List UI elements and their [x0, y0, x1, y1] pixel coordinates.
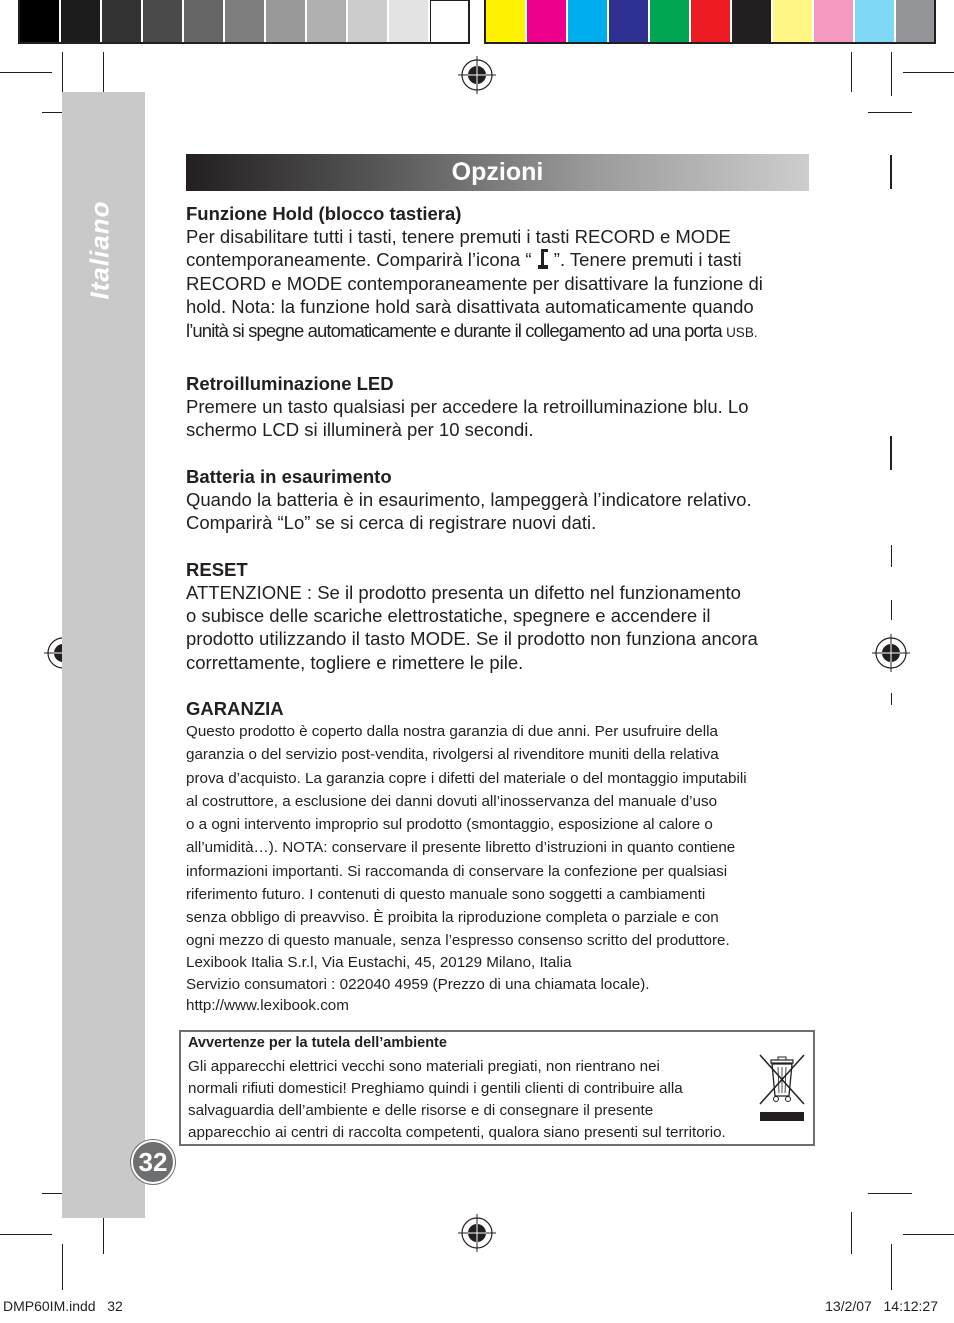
crop-mark: [62, 1244, 63, 1290]
contact-phone: Servizio consumatori : 022040 4959 (Prezzo di una chiamata locale).: [186, 975, 650, 993]
registration-mark-icon: [872, 634, 910, 672]
crop-mark: [868, 112, 912, 113]
paragraph-line: prova d’acquisto. La garanzia copre i difetti del materiale o del montaggio imputabili: [186, 769, 747, 787]
paragraph-line: prodotto utilizzando il tasto MODE. Se il prodotto non funziona ancora: [186, 628, 758, 650]
paragraph-line: all’umidità…). NOTA: conservare il presente libretto d’istruzioni in quanto contiene: [186, 839, 736, 857]
slug-file: DMP60IM.indd 32: [3, 1298, 123, 1314]
text-fragment: ”. Tenere premuti i tasti: [548, 249, 742, 271]
crop-mark: [903, 1234, 954, 1235]
title-bar: [186, 154, 809, 191]
crop-mark: [0, 1234, 52, 1235]
paragraph-line: riferimento futuro. I contenuti di questo manuale sono soggetti a cambiamenti: [186, 885, 706, 903]
paragraph-line: Premere un tasto qualsiasi per accedere la retroilluminazione blu. Lo: [186, 396, 749, 418]
paragraph-line: [186, 319, 811, 344]
slug-date: 13/2/07 14:12:27: [825, 1298, 938, 1314]
paragraph-line: Per disabilitare tutti i tasti, tenere premuti i tasti RECORD e MODE: [186, 226, 731, 247]
color-bar-frame: [18, 0, 470, 44]
environment-notice-text: [188, 1056, 798, 1144]
paragraph-line: o subisce delle scariche elettrostatiche, spegnere e accendere il: [186, 605, 711, 627]
registration-mark-icon: [458, 56, 496, 94]
contact-address: Lexibook Italia S.r.l, Via Eustachi, 45, 20129 Milano, Italia: [186, 954, 572, 972]
section-title-warranty: GARANZIA: [186, 698, 284, 720]
paragraph-line: ATTENZIONE : Se il prodotto presenta un difetto nel funzionamento: [186, 581, 741, 603]
paragraph-line: correttamente, togliere e rimettere le pile.: [186, 651, 524, 673]
crop-mark: [891, 545, 892, 567]
crop-mark: [62, 52, 63, 96]
paragraph-line: Quando la batteria è in esaurimento, lampeggerà l’indicatore relativo.: [186, 488, 752, 510]
environment-notice-title: Avvertenze per la tutela dell’ambiente: [188, 1035, 447, 1051]
color-bar-frame: [484, 0, 936, 44]
text-fragment: USB.: [726, 324, 758, 340]
crop-mark: [890, 436, 892, 470]
crop-mark: [890, 155, 892, 189]
crop-mark: [891, 600, 892, 620]
paragraph-line: Gli apparecchi elettrici vecchi sono materiali pregiati, non rientrano nei: [188, 1058, 660, 1075]
paragraph-line: schermo LCD si illuminerà per 10 secondi.: [186, 419, 534, 441]
language-label: Italiano: [84, 200, 115, 300]
registration-mark-icon: [458, 1214, 496, 1252]
crop-mark: [891, 52, 892, 96]
page-title: Opzioni: [451, 158, 544, 186]
paragraph-line: salvaguardia dell’ambiente e delle risorse e di consegnare il presente: [188, 1102, 654, 1119]
paragraph-line: al costruttore, a esclusione dei danni dovuti all’inosservanza del manuale d’uso: [186, 792, 718, 810]
paragraph-line: Comparirà “Lo” se si cerca di registrare nuovi dati.: [186, 512, 597, 534]
paragraph-line: senza obbligo di preavviso. È proibita la riproduzione completa o parziale e con: [186, 908, 719, 926]
environment-notice-box: [179, 1030, 815, 1146]
crop-mark: [868, 1193, 912, 1194]
crop-mark: [103, 1212, 104, 1254]
main-content: [186, 202, 811, 1017]
crop-mark: [903, 72, 954, 73]
paragraph-line: Questo prodotto è coperto dalla nostra garanzia di due anni. Per usufruire della: [186, 723, 718, 741]
paragraph-line: hold. Nota: la funzione hold sarà disattivata automaticamente quando: [186, 296, 754, 318]
page-number: 32: [131, 1140, 175, 1184]
paragraph-line: RECORD e MODE contemporaneamente per disattivare la funzione di: [186, 272, 763, 294]
crossed-out-bin-icon: [757, 1052, 807, 1124]
paragraph-line: o a ogni intervento improprio sul prodotto (smontaggio, esposizione al calore o: [186, 816, 713, 834]
crop-mark: [851, 52, 852, 92]
contact-website: http://www.lexibook.com: [186, 997, 349, 1015]
section-title-backlight: Retroilluminazione LED: [186, 373, 394, 395]
text-fragment: contemporaneamente. Comparirà l’icona “: [186, 249, 537, 271]
key-lock-icon: [537, 248, 549, 270]
section-title-hold: Funzione Hold (blocco tastiera): [186, 203, 462, 224]
paragraph-line: normali rifiuti domestici! Preghiamo quindi i gentili clienti di contribuire alla: [188, 1080, 683, 1097]
paragraph-line: [186, 248, 811, 271]
crop-mark: [891, 1244, 892, 1290]
paragraph-line: garanzia o del servizio post-vendita, rivolgersi al rivenditore muniti della relativa: [186, 746, 719, 764]
crop-mark: [103, 52, 104, 92]
section-title-battery: Batteria in esaurimento: [186, 465, 392, 487]
crop-mark: [851, 1212, 852, 1254]
crop-mark: [891, 693, 892, 705]
paragraph-line: ogni mezzo di questo manuale, senza l’espresso consenso scritto del produttore.: [186, 932, 730, 950]
paragraph-line: apparecchio ai centri di raccolta competenti, qualora siano presenti sul territorio.: [188, 1124, 726, 1141]
crop-mark: [0, 72, 52, 73]
text-fragment: l’unità si spegne automaticamente e durante il collegamento ad una porta: [186, 319, 722, 341]
section-title-reset: RESET: [186, 558, 248, 580]
paragraph-line: informazioni importanti. Si raccomanda di conservare la confezione per qualsiasi: [186, 862, 728, 880]
